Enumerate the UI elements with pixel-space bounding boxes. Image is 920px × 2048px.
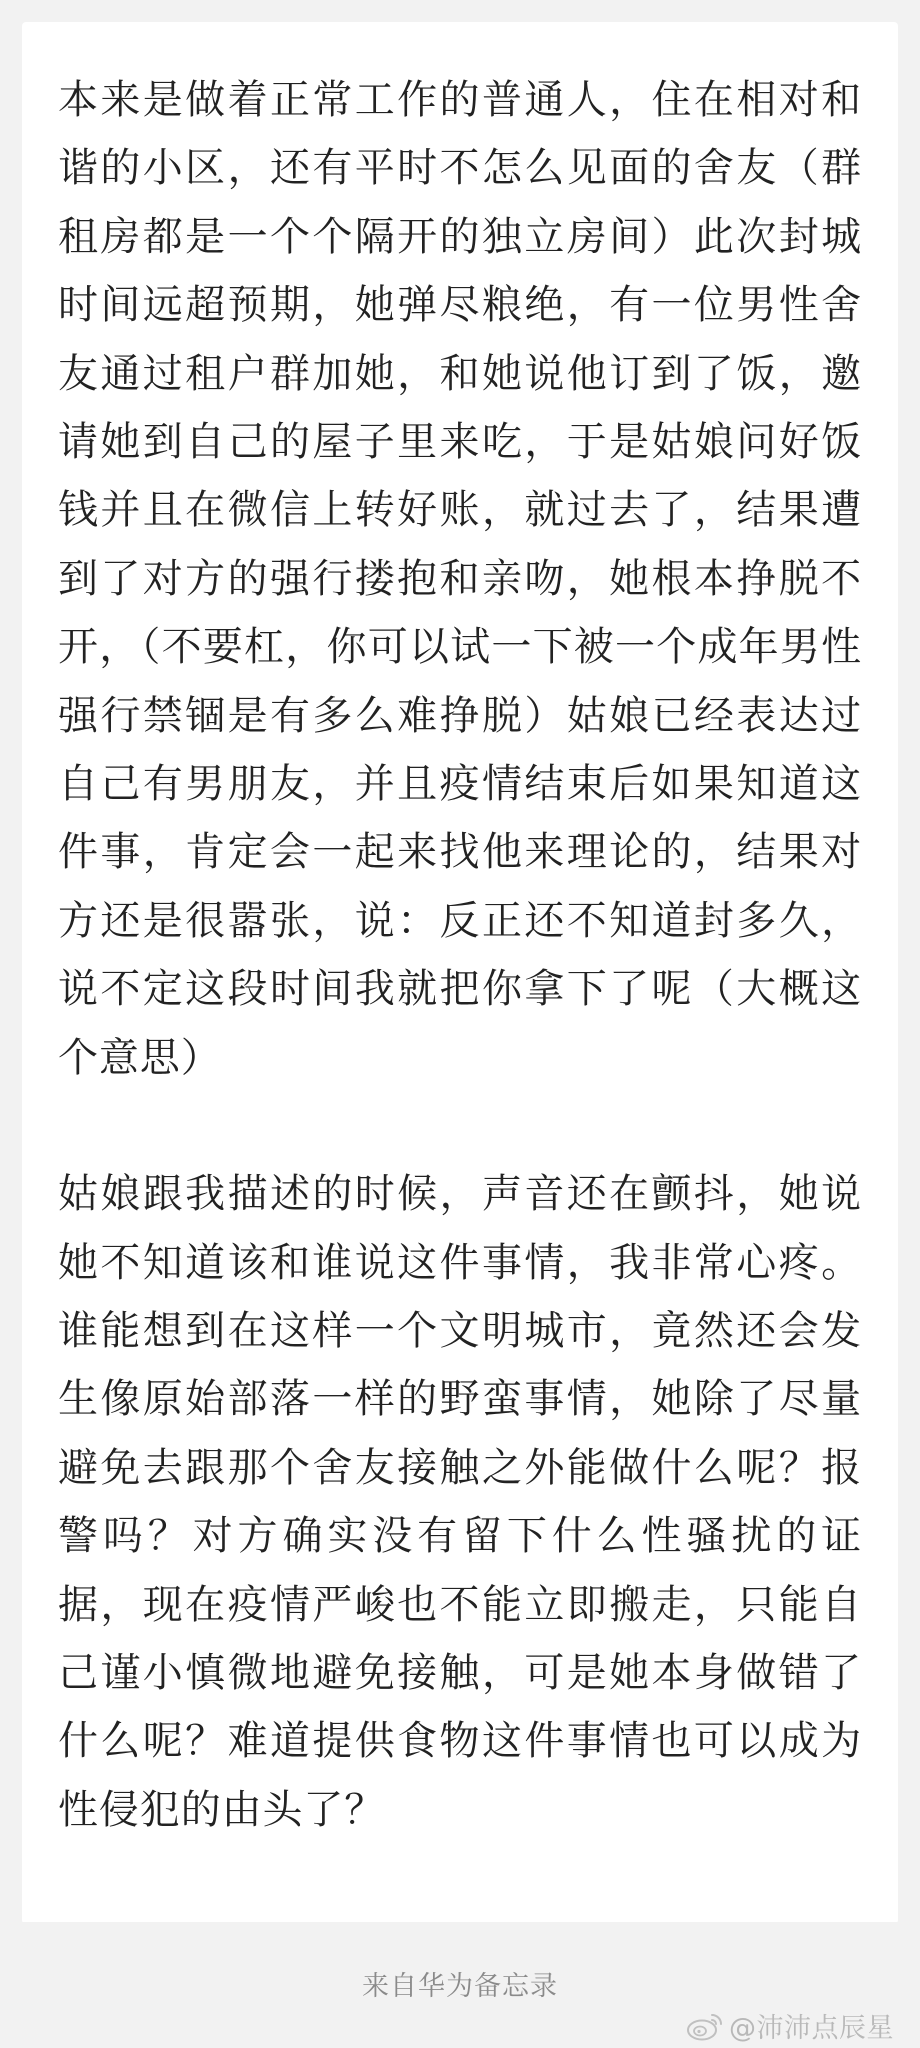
watermark-text: @沛沛点辰星 xyxy=(729,2013,894,2044)
note-footer xyxy=(0,1922,920,2048)
watermark xyxy=(685,2006,894,2045)
note-paragraph-1: 本来是做着正常工作的普通人，住在相对和谐的小区，还有平时不怎么见面的舍友（群租房都是一个个隔开的独立房间）此次封城时间远超预期，她弹尽粮绝，有一位男性舍友通过租户群加她，和她说他订到了饭，邀请她到自己的屋子里来吃，于是姑娘问好饭钱并且在微信上转好账，就过去了，结果遭到了对方的强行搂抱和亲吻，她根本挣脱不开，（不要杠，你可以试一下被一个成年男性强行禁锢是有多么难挣脱）姑娘已经表达过自己有男朋友，并且疫情结束后如果知道这件事，肯定会一起来找他来理论的，结果对方还是很嚣张，说：反正还不知道封多久，说不定这段时间我就把你拿下了呢（大概这个意思） xyxy=(58,77,862,1081)
note-card xyxy=(22,22,898,1924)
weibo-icon xyxy=(685,2010,725,2042)
note-paragraph-2: 姑娘跟我描述的时候，声音还在颤抖，她说她不知道该和谁说这件事情，我非常心疼。谁能想到在这样一个文明城市，竟然还会发生像原始部落一样的野蛮事情，她除了尽量避免去跟那个舍友接触之外能做什么呢？报警吗？对方确实没有留下什么性骚扰的证据，现在疫情严峻也不能立即搬走，只能自己谨小慎微地避免接触，可是她本身做错了什么呢？难道提供食物这件事情也可以成为性侵犯的由头了？ xyxy=(58,1171,862,1833)
source-label: 来自华为备忘录 xyxy=(362,1971,558,2002)
